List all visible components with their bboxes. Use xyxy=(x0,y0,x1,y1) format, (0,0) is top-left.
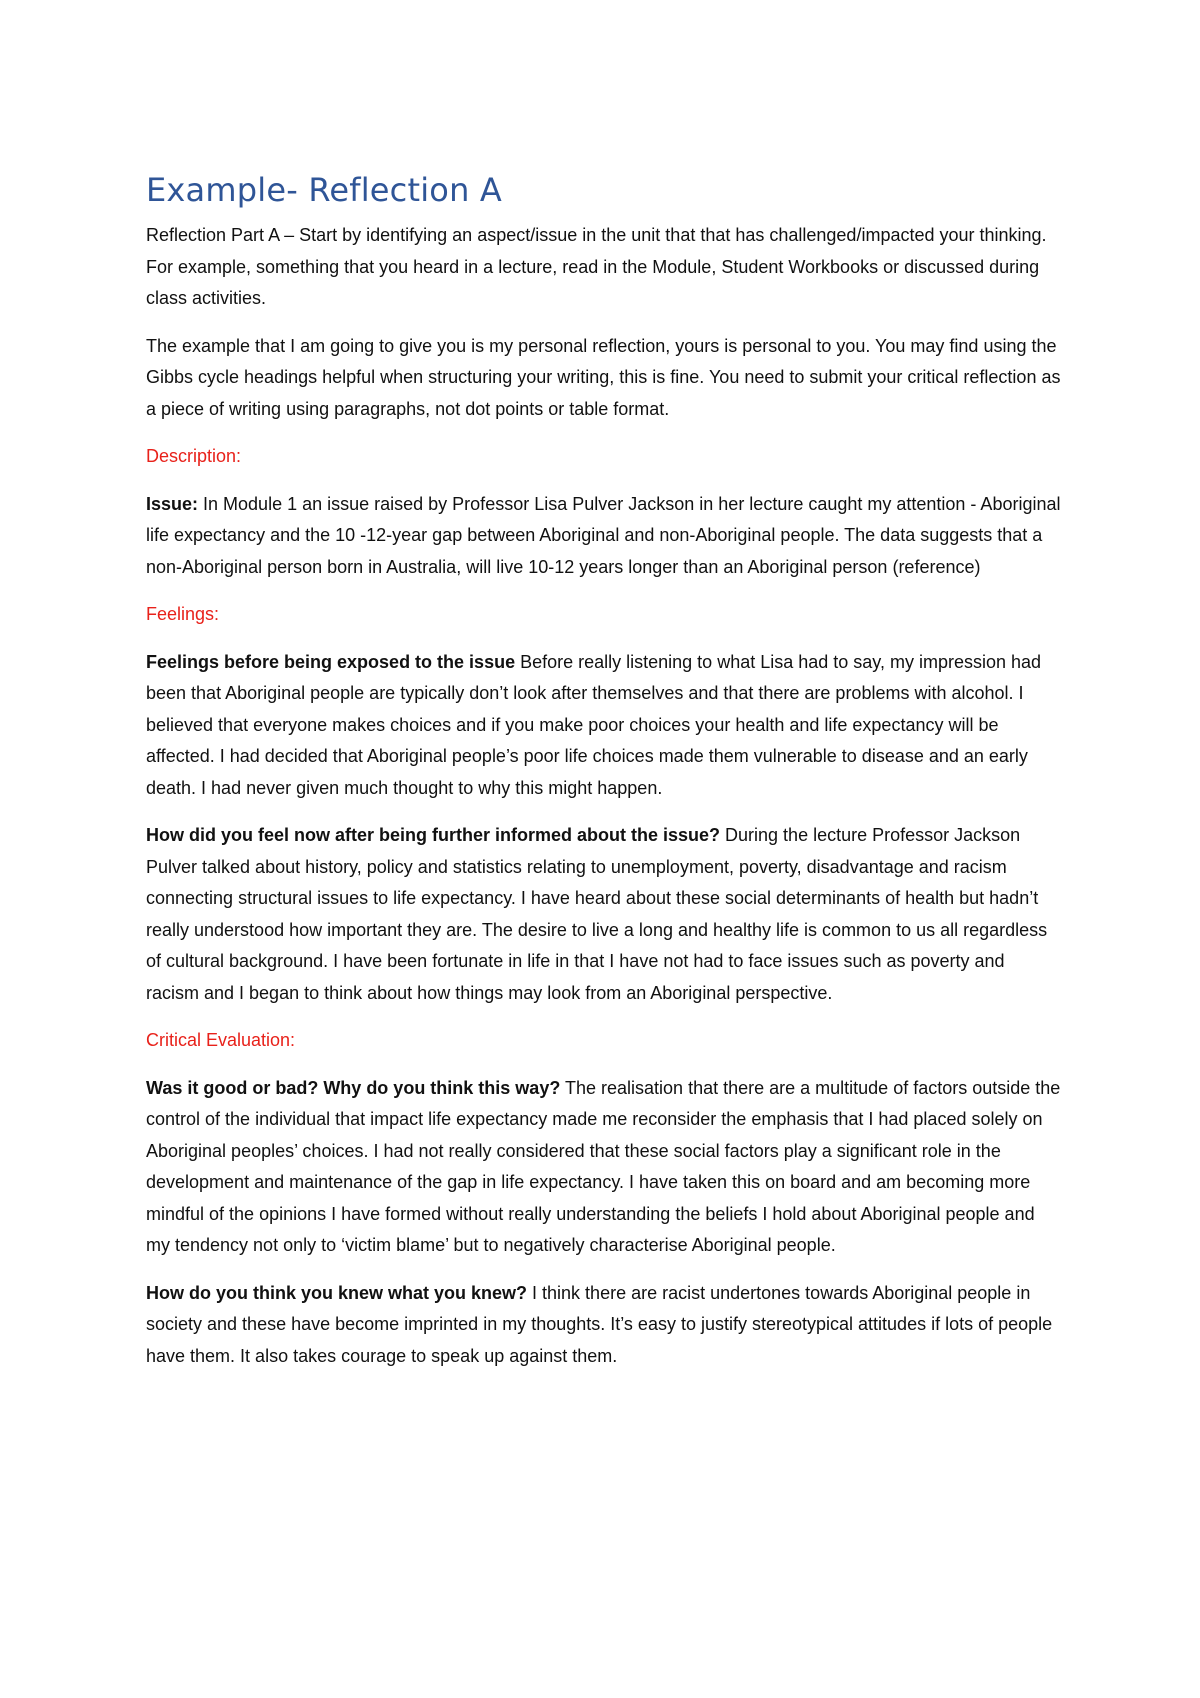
evaluation-knew-text: I think there are racist undertones towards Aboriginal people in society and these have become imprinted in my thoughts. It’s easy to justify stereotypical attitudes if lots of people have them. It also takes courage to speak up against them. xyxy=(146,1282,1053,1366)
evaluation-knew-label: How do you think you knew what you knew? xyxy=(146,1282,528,1303)
issue-label: Issue: xyxy=(146,493,199,514)
intro-paragraph-instructions: Reflection Part A – Start by identifying an aspect/issue in the unit that that has challenged/impacted your thinking. For example, something that you heard in a lecture, read in the Module, Student Workbooks or discussed during class activities. xyxy=(146,225,1047,308)
feelings-after-paragraph xyxy=(146,820,1061,1009)
feelings-after-label: How did you feel now after being further informed about the issue? xyxy=(146,825,721,845)
intro-paragraph-example-note: The example that I am going to give you is my personal reflection, yours is personal to you. You may find using the Gibbs cycle headings helpful when structuring your writing, this is fine. You need to submit your critical reflection as a piece of writing using paragraphs, not dot points or table format. xyxy=(146,335,1061,419)
feelings-after-text: During the lecture Professor Jackson Pulver talked about history, policy and statistics relating to unemployment, poverty, disadvantage and racism connecting structural issues to life expectancy. I have heard about these social determinants of health but hadn’t really understood how important they are. The desire to live a long and healthy life is common to us all regardless of cultural background. I have been fortunate in life in that I have not had to face issues such as poverty and racism and I began to think about how things may look from an Aboriginal perspective. xyxy=(146,825,1048,1003)
page-title: Example- Reflection A xyxy=(146,171,503,209)
section-heading-feelings: Feelings: xyxy=(146,604,220,624)
section-heading-critical-evaluation: Critical Evaluation: xyxy=(146,1030,296,1050)
evaluation-good-bad-text: The realisation that there are a multitude of factors outside the control of the individual that impact life expectancy made me reconsider the emphasis that I had placed solely on Aboriginal peoples’ choices. I had not really considered that these social factors play a significant role in the development and maintenance of the gap in life expectancy. I have taken this on board and am becoming more mindful of the opinions I have formed without really understanding the beliefs I hold about Aboriginal people and my tendency not only to ‘victim blame’ but to negatively characterise Aboriginal people. xyxy=(146,1077,1061,1255)
document-content xyxy=(146,170,1061,1388)
issue-text: In Module 1 an issue raised by Professor Lisa Pulver Jackson in her lecture caught my attention - Aboriginal life expectancy and the 10 -12-year gap between Aboriginal and non-Aboriginal people. The data suggests that a non-Aboriginal person born in Australia, will live 10-12 years longer than an Aboriginal person (reference) xyxy=(146,493,1061,577)
feelings-before-text: Before really listening to what Lisa had to say, my impression had been that Aboriginal people are typically don’t look after themselves and that there are problems with alcohol. I believed that everyone makes choices and if you make poor choices your health and life expectancy will be affected. I had decided that Aboriginal people’s poor life choices made them vulnerable to disease and an early death. I had never given much thought to why this might happen. xyxy=(146,651,1042,798)
feelings-before-paragraph xyxy=(146,647,1061,805)
section-heading-description: Description: xyxy=(146,446,242,466)
evaluation-good-bad-label: Was it good or bad? Why do you think this way? xyxy=(146,1077,561,1098)
feelings-before-label: Feelings before being exposed to the issue xyxy=(146,651,516,672)
evaluation-good-bad-paragraph xyxy=(146,1073,1061,1262)
evaluation-knew-paragraph xyxy=(146,1278,1061,1373)
description-paragraph xyxy=(146,489,1061,584)
